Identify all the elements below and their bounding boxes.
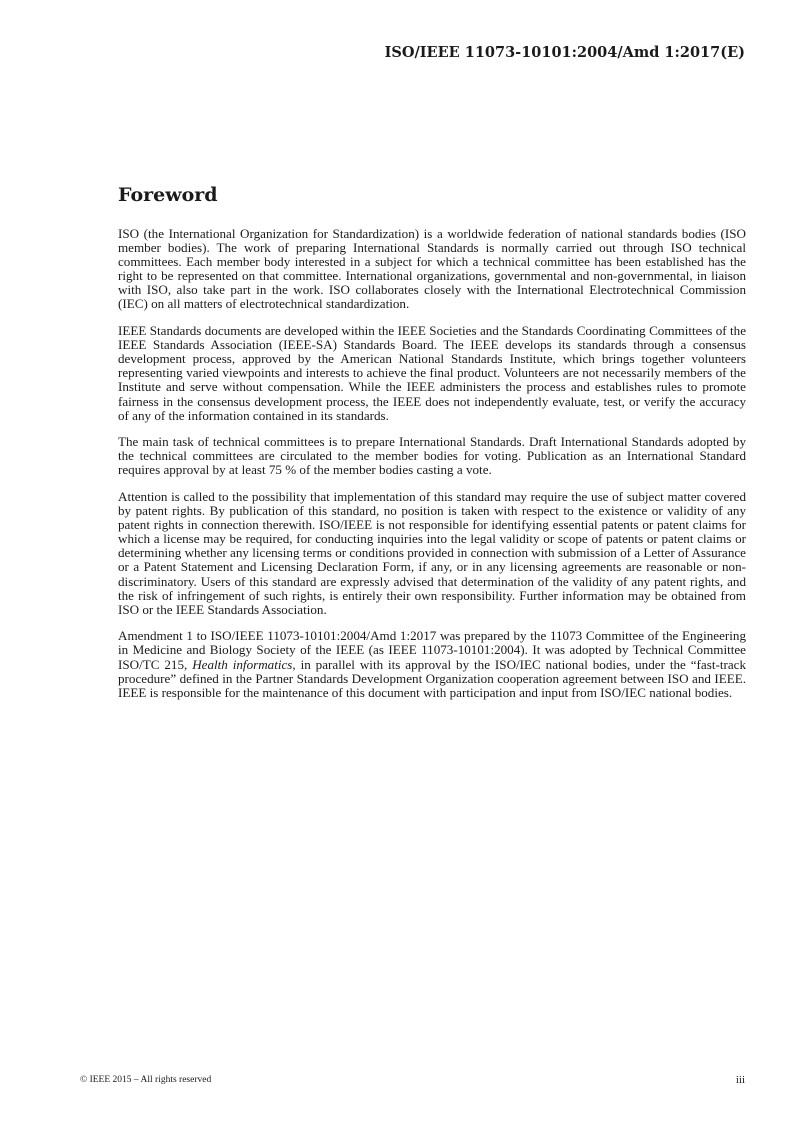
foreword-body [118,227,746,712]
paragraph-amendment [118,629,746,699]
page-title: Foreword [118,184,218,206]
paragraph-ieee-intro: IEEE Standards documents are developed within the IEEE Societies and the Standards Coordinating Committees of the IEEE Standards Association (IEEE-SA) Standards Board. The IEEE develops its standards through a consensus development process, approved by the American National Standards Institute, which brings together volunteers representing varied viewpoints and interests to achieve the final product. Volunteers are not necessarily members of the Institute and serve without compensation. While the IEEE administers the process and establishes rules to promote fairness in the consensus development process, the IEEE does not independently evaluate, test, or verify the accuracy of any of the information contained in its standards. [118,323,746,423]
amendment-committee-title: Health informatics [192,656,293,672]
amendment-text-end: , in parallel with its approval by the ISO/IEC national bodies, under the “fast-track procedure” defined in the Partner Standards Development Organization cooperation agreement between ISO and IEEE. IEEE is responsible for the maintenance of this document with participation and input from ISO/IEC national bodies. [118,656,746,700]
paragraph-main-task: The main task of technical committees is to prepare International Standards. Draft International Standards adopted by the technical committees are circulated to the member bodies for voting. Publication as an International Standard requires approval by at least 75 % of the member bodies casting a vote. [118,434,746,478]
paragraph-patent-notice: Attention is called to the possibility that implementation of this standard may require the use of subject matter covered by patent rights. By publication of this standard, no position is taken with respect to the existence or validity of any patent rights in connection therewith. ISO/IEEE is not responsible for identifying essential patents or patent claims for which a license may be required, for conducting inquiries into the legal validity or scope of patents or patent claims or determining whether any licensing terms or conditions provided in connection with submission of a Letter of Assurance or a Patent Statement and Licensing Declaration Form, if any, or in any licensing agreements are reasonable or non-discriminatory. Users of this standard are expressly advised that determination of the validity of any patent rights, and the risk of infringement of such rights, is entirely their own responsibility. Further information may be obtained from ISO or the IEEE Standards Association. [118,489,746,617]
page-number: iii [735,1074,745,1086]
copyright-notice: © IEEE 2015 – All rights reserved [80,1075,212,1085]
document-id: ISO/IEEE 11073-10101:2004/Amd 1:2017(E) [384,44,745,61]
paragraph-iso-intro: ISO (the International Organization for Standardization) is a worldwide federation of national standards bodies (ISO member bodies). The work of preparing International Standards is normally carried out through ISO technical committees. Each member body interested in a subject for which a technical committee has been established has the right to be represented on that committee. International organizations, governmental and non-governmental, in liaison with ISO, also take part in the work. ISO collaborates closely with the International Electrotechnical Commission (IEC) on all matters of electrotechnical standardization. [118,226,746,312]
amendment-text-start: Amendment 1 to ISO/IEEE 11073-10101:2004/Amd 1:2017 was prepared by the 11073 Committee of the Engineering in Medicine and Biology Society of the IEEE (as IEEE 11073-10101:2004). It was adopted by Technical Committee ISO/TC 215, [118,628,746,672]
